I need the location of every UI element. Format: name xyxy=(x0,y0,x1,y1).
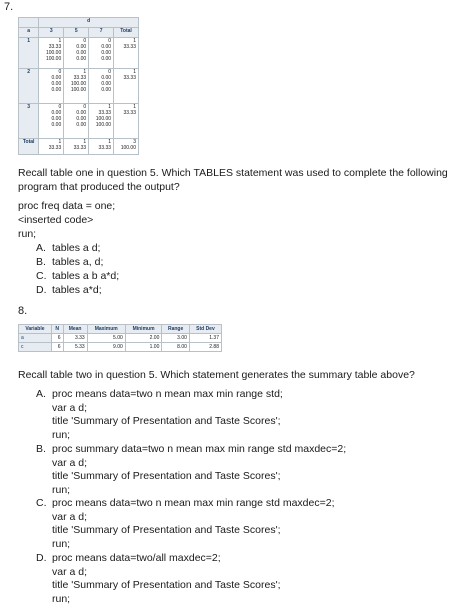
crosstab-cell: 1 33.33 100.00 100.00 xyxy=(39,37,64,68)
summary-header: Std Dev xyxy=(189,325,221,334)
crosstab-row-var: a xyxy=(19,27,39,37)
summary-cell: 6 xyxy=(51,334,63,343)
answer-option[interactable]: A. proc means data=two n mean max min range std; var a d; title 'Summary of Presentation and Taste Scores'; run; xyxy=(36,388,283,442)
crosstab-table xyxy=(18,17,139,155)
question-8-number: 8. xyxy=(18,305,28,317)
question-7-number: 7. xyxy=(4,1,14,13)
crosstab-cell: 1 33.33 xyxy=(64,139,89,155)
crosstab-cell: 0 0.00 0.00 0.00 xyxy=(64,37,89,68)
summary-row xyxy=(19,334,222,343)
summary-header: Variable xyxy=(19,325,52,334)
summary-cell: 2.88 xyxy=(189,343,221,352)
summary-cell: c xyxy=(19,343,52,352)
summary-header: Maximum xyxy=(87,325,125,334)
summary-cell: 5.00 xyxy=(87,334,125,343)
crosstab-cell: 1 33.33 100.00 100.00 xyxy=(64,68,89,103)
answer-option[interactable]: C. tables a b a*d; xyxy=(36,270,120,282)
crosstab-col-header: 7 xyxy=(89,27,114,37)
answer-option[interactable]: B. proc summary data=two n mean max min range std maxdec=2; var a d; title 'Summary of Presentation and Taste Scores'; run; xyxy=(36,443,347,497)
crosstab-col-header: 3 xyxy=(39,27,64,37)
question-7-text: Recall table one in question 5. Which TABLES statement was used to complete the following program that produced the output? xyxy=(18,167,448,193)
summary-cell: 3.00 xyxy=(162,334,190,343)
summary-cell: 1.00 xyxy=(125,343,162,352)
crosstab-cell: 1 33.33 xyxy=(114,68,139,103)
summary-cell: 6 xyxy=(51,343,63,352)
crosstab-col-header: Total xyxy=(114,27,139,37)
crosstab-row-label: 2 xyxy=(19,68,39,103)
crosstab-cell: 0 0.00 0.00 0.00 xyxy=(89,37,114,68)
crosstab-total-label: Total xyxy=(19,139,39,155)
crosstab-cell: 1 33.33 xyxy=(39,139,64,155)
crosstab-total-row xyxy=(19,139,139,155)
crosstab-row xyxy=(19,68,139,103)
answer-option[interactable]: C. proc means data=two n mean max min range std maxdec=2; var a d; title 'Summary of Presentation and Taste Scores'; run; xyxy=(36,497,335,551)
crosstab-cell: 0 0.00 0.00 0.00 xyxy=(89,68,114,103)
crosstab-col-header: 5 xyxy=(64,27,89,37)
summary-header-row xyxy=(19,325,222,334)
summary-row xyxy=(19,343,222,352)
crosstab-cell: 0 0.00 0.00 0.00 xyxy=(39,68,64,103)
summary-cell: 3.33 xyxy=(63,334,87,343)
summary-cell: 8.00 xyxy=(162,343,190,352)
answer-option[interactable]: B. tables a, d; xyxy=(36,256,104,268)
code-line: run; xyxy=(18,228,37,240)
summary-table xyxy=(18,324,222,352)
summary-header: N xyxy=(51,325,63,334)
question-8-text: Recall table two in question 5. Which statement generates the summary table above? xyxy=(18,369,415,381)
answer-option[interactable]: D. tables a*d; xyxy=(36,284,102,296)
crosstab-cell: 1 33.33 xyxy=(89,139,114,155)
summary-cell: a xyxy=(19,334,52,343)
summary-cell: 2.00 xyxy=(125,334,162,343)
summary-cell: 9.00 xyxy=(87,343,125,352)
crosstab-row xyxy=(19,37,139,68)
crosstab-col-var: d xyxy=(39,18,139,28)
summary-cell: 5.33 xyxy=(63,343,87,352)
crosstab-row-label: 1 xyxy=(19,37,39,68)
crosstab-cell: 1 33.33 100.00 100.00 xyxy=(89,104,114,139)
crosstab-cell: 0 0.00 0.00 0.00 xyxy=(64,104,89,139)
crosstab-corner xyxy=(19,18,39,28)
summary-header: Mean xyxy=(63,325,87,334)
crosstab-cell: 0 0.00 0.00 0.00 xyxy=(39,104,64,139)
crosstab-row xyxy=(19,104,139,139)
crosstab-cell: 1 33.33 xyxy=(114,104,139,139)
crosstab-cell: 3 100.00 xyxy=(114,139,139,155)
crosstab-row-label: 3 xyxy=(19,104,39,139)
answer-option[interactable]: D. proc means data=two/all maxdec=2; var a d; title 'Summary of Presentation and Taste Scores'; run; xyxy=(36,552,281,606)
code-line: proc freq data = one; xyxy=(18,200,116,212)
summary-header: Minimum xyxy=(125,325,162,334)
summary-header: Range xyxy=(162,325,190,334)
summary-cell: 1.37 xyxy=(189,334,221,343)
crosstab-cell: 1 33.33 xyxy=(114,37,139,68)
code-line: <inserted code> xyxy=(18,214,94,226)
answer-option[interactable]: A. tables a d; xyxy=(36,242,101,254)
